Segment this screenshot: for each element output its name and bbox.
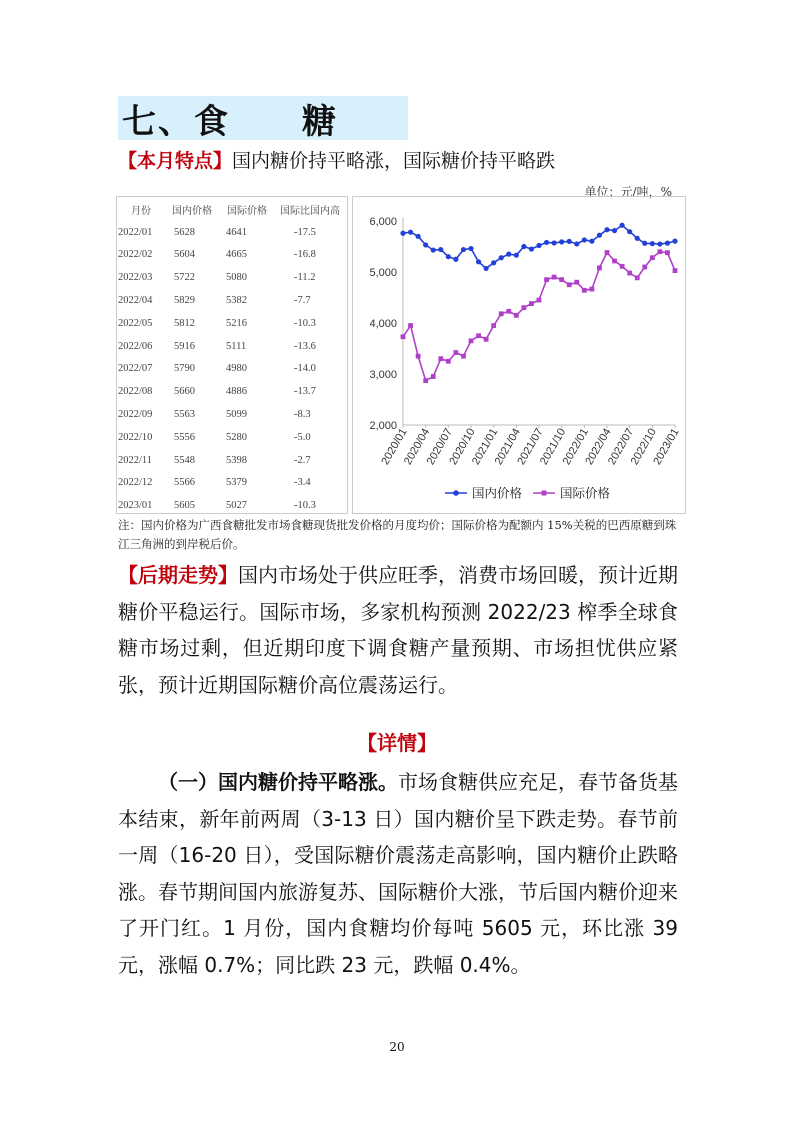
data-point-international (665, 250, 670, 255)
data-point-international (650, 255, 655, 260)
cell-domestic: 5563 (174, 409, 195, 421)
data-point-international (567, 282, 572, 287)
data-point-domestic (672, 239, 677, 244)
col-header-domestic: 国内价格 (172, 205, 212, 217)
x-tick-label: 2022/04 (583, 426, 614, 467)
data-point-international (416, 354, 421, 359)
x-tick-label: 2021/10 (537, 426, 569, 467)
x-tick-label: 2022/07 (605, 426, 637, 467)
details-paragraph (118, 764, 678, 983)
outlook-label: 【后期走势】 (118, 563, 238, 587)
data-point-domestic (514, 253, 519, 258)
data-point-international (408, 323, 413, 328)
cell-domestic: 5812 (174, 317, 195, 329)
data-point-domestic (536, 243, 541, 248)
data-point-international (627, 271, 632, 276)
data-point-domestic (521, 244, 526, 249)
table-row (118, 472, 346, 495)
cell-month: 2022/07 (118, 363, 153, 375)
data-point-domestic (620, 223, 625, 228)
data-point-domestic (468, 246, 473, 251)
y-tick-label: 6,000 (369, 216, 397, 228)
data-point-international (612, 259, 617, 264)
unit-label: 单位：元/吨，% (584, 185, 672, 199)
data-point-domestic (627, 229, 632, 234)
data-point-domestic (642, 241, 647, 246)
cell-domestic: 5566 (174, 477, 195, 489)
cell-domestic: 5722 (174, 272, 195, 284)
cell-month: 2022/08 (118, 386, 153, 398)
price-table (118, 198, 346, 517)
details-subtitle: （一）国内糖价持平略涨。 (158, 770, 398, 794)
data-point-domestic (461, 247, 466, 252)
x-tick-label: 2020/07 (424, 426, 455, 467)
data-point-international (537, 298, 542, 303)
cell-month: 2023/01 (118, 500, 153, 512)
cell-diff: -10.3 (294, 500, 316, 512)
cell-domestic: 5604 (174, 249, 195, 261)
cell-domestic: 5628 (174, 226, 195, 238)
x-tick-label: 2020/01 (379, 426, 410, 467)
cell-intl: 5382 (226, 295, 247, 307)
cell-month: 2022/04 (118, 295, 153, 307)
cell-intl: 5216 (226, 317, 247, 329)
col-header-month: 月份 (131, 205, 151, 217)
legend-label-domestic: 国内价格 (472, 486, 523, 501)
y-tick-label: 3,000 (369, 369, 397, 381)
data-point-domestic (650, 241, 655, 246)
page-number: 20 (389, 1040, 405, 1054)
data-point-domestic (582, 237, 587, 242)
cell-diff: -10.3 (294, 317, 316, 329)
cell-domestic: 5916 (174, 340, 195, 352)
y-tick-label: 2,000 (369, 420, 397, 432)
data-point-domestic (453, 257, 458, 262)
data-point-international (461, 354, 466, 359)
cell-intl: 5398 (226, 454, 247, 466)
table-row (118, 426, 346, 449)
data-point-international (446, 359, 451, 364)
cell-diff: -8.3 (294, 409, 311, 421)
cell-month: 2022/01 (118, 226, 153, 238)
cell-intl: 4665 (226, 249, 247, 261)
table-row (118, 403, 346, 426)
section-title-text: 七、食 糖 (122, 101, 338, 142)
data-point-international (635, 275, 640, 280)
data-point-international (620, 264, 625, 269)
cell-domestic: 5829 (174, 295, 195, 307)
data-point-domestic (408, 230, 413, 235)
cell-diff: -5.0 (294, 431, 311, 443)
data-point-domestic (657, 241, 662, 246)
monthly-summary (118, 146, 555, 173)
data-point-domestic (491, 260, 496, 265)
cell-month: 2022/03 (118, 272, 153, 284)
data-point-international (431, 374, 436, 379)
legend-label-international: 国际价格 (560, 486, 611, 501)
y-tick-label: 5,000 (369, 267, 397, 279)
data-point-domestic (567, 239, 572, 244)
cell-domestic: 5556 (174, 431, 195, 443)
data-point-domestic (431, 247, 436, 252)
data-point-international (544, 277, 549, 282)
data-point-international (589, 287, 594, 292)
x-tick-label: 2020/04 (401, 426, 433, 467)
data-point-domestic (484, 266, 489, 271)
cell-diff: -2.7 (294, 454, 311, 466)
x-tick-label: 2021/07 (515, 426, 546, 467)
data-point-international (453, 350, 458, 355)
data-point-domestic (416, 234, 421, 239)
cell-month: 2022/09 (118, 409, 153, 421)
details-body: 市场食糖供应充足，春节备货基本结束，新年前两周（3-13 日）国内糖价呈下跌走势。春节前一周（16-20 日），受国际糖价震荡走高影响，国内糖价止跌略涨。春节期间国内旅游复苏、国际糖价大涨，节后国内糖价迎来了开门红。1 月份，国内食糖均价每吨 5605 元，环比涨 39 元，涨幅 0.7%；同比跌 23 元，跌幅 0.4%。 (118, 770, 678, 977)
data-point-international (642, 265, 647, 270)
x-tick-label: 2020/10 (447, 426, 478, 467)
chart-note: 注：国内价格为广西食糖批发市场食糖现货批发价格的月度均价；国际价格为配额内 15%关税的巴西原糖到珠江三角洲的到岸税后价。 (118, 518, 677, 551)
data-point-domestic (506, 252, 511, 257)
outlook-paragraph (118, 557, 678, 703)
table-row (118, 221, 346, 244)
data-point-domestic (529, 246, 534, 251)
data-point-international (605, 250, 610, 255)
table-row (118, 494, 346, 517)
cell-diff: -17.5 (294, 226, 316, 238)
table-row (118, 380, 346, 403)
data-point-international (559, 277, 564, 282)
data-point-domestic (574, 241, 579, 246)
data-point-international (491, 323, 496, 328)
x-tick-label: 2023/01 (651, 426, 682, 467)
data-point-international (499, 311, 504, 316)
section-title (118, 96, 408, 140)
data-point-international (597, 266, 602, 271)
x-tick-label: 2021/01 (469, 426, 501, 467)
details-heading: 【详情】 (357, 731, 437, 755)
cell-intl: 4980 (226, 363, 247, 375)
y-tick-label: 4,000 (369, 318, 397, 330)
cell-domestic: 5790 (174, 363, 195, 375)
cell-intl: 5080 (226, 272, 247, 284)
data-point-international (529, 301, 534, 306)
cell-diff: -3.4 (294, 477, 311, 489)
data-point-international (506, 309, 511, 314)
cell-intl: 5379 (226, 477, 247, 489)
data-point-international (469, 338, 474, 343)
data-point-domestic (597, 233, 602, 238)
data-point-domestic (438, 247, 443, 252)
data-point-international (521, 305, 526, 310)
data-point-international (574, 280, 579, 285)
legend-marker-international (542, 491, 547, 496)
cell-intl: 5099 (226, 409, 247, 421)
data-point-international (401, 334, 406, 339)
cell-diff: -7.7 (294, 295, 311, 307)
cell-diff: -16.8 (294, 249, 316, 261)
data-point-international (514, 313, 519, 318)
table-row (118, 266, 346, 289)
x-tick-label: 2021/04 (492, 426, 523, 467)
outlook-text: 国内市场处于供应旺季，消费市场回暖，预计近期糖价平稳运行。国际市场，多家机构预测 2022/23 榨季全球食糖市场过剩，但近期印度下调食糖产量预期、市场担忧供应紧张，预计近期国际糖价高位震荡运行。 (118, 563, 678, 697)
cell-domestic: 5548 (174, 454, 195, 466)
data-point-domestic (544, 240, 549, 245)
data-point-international (582, 288, 587, 293)
summary-text: 国内糖价持平略涨，国际糖价持平略跌 (232, 150, 556, 172)
price-chart-svg (353, 197, 685, 513)
data-point-domestic (476, 259, 481, 264)
cell-diff: -13.6 (294, 340, 316, 352)
cell-month: 2022/06 (118, 340, 153, 352)
cell-intl: 4886 (226, 386, 247, 398)
cell-intl: 5027 (226, 500, 247, 512)
summary-label: 【本月特点】 (118, 150, 233, 172)
data-point-international (673, 268, 678, 273)
cell-domestic: 5660 (174, 386, 195, 398)
cell-month: 2022/02 (118, 249, 153, 261)
data-point-domestic (559, 239, 564, 244)
cell-month: 2022/10 (118, 431, 153, 443)
data-point-international (657, 249, 662, 254)
cell-diff: -11.2 (294, 272, 316, 284)
data-point-domestic (499, 255, 504, 260)
data-point-domestic (589, 239, 594, 244)
table-row (118, 289, 346, 312)
data-point-domestic (552, 240, 557, 245)
cell-month: 2022/11 (118, 454, 153, 466)
cell-intl: 5280 (226, 431, 247, 443)
data-point-international (552, 275, 557, 280)
x-tick-label: 2022/01 (560, 426, 591, 467)
table-row (118, 312, 346, 335)
data-point-international (476, 333, 481, 338)
data-point-international (438, 356, 443, 361)
x-tick-label: 2022/10 (628, 426, 659, 467)
data-point-domestic (604, 227, 609, 232)
col-header-intl: 国际价格 (227, 205, 267, 217)
legend-marker-domestic (453, 490, 459, 496)
data-point-international (423, 378, 428, 383)
table-header-row (118, 198, 346, 221)
table-row (118, 449, 346, 472)
data-point-domestic (612, 228, 617, 233)
data-point-international (484, 337, 489, 342)
cell-month: 2022/12 (118, 477, 153, 489)
table-row (118, 335, 346, 358)
data-point-domestic (665, 241, 670, 246)
cell-month: 2022/05 (118, 317, 153, 329)
table-row (118, 358, 346, 381)
cell-domestic: 5605 (174, 500, 195, 512)
cell-intl: 5111 (226, 340, 247, 352)
data-point-domestic (446, 254, 451, 259)
cell-intl: 4641 (226, 226, 247, 238)
series-line-international (403, 252, 675, 381)
data-point-domestic (400, 231, 405, 236)
cell-diff: -14.0 (294, 363, 316, 375)
data-point-domestic (635, 236, 640, 241)
data-point-domestic (423, 242, 428, 247)
cell-diff: -13.7 (294, 386, 316, 398)
table-row (118, 244, 346, 267)
price-chart (352, 196, 686, 514)
col-header-diff: 国际比国内高 (280, 205, 340, 217)
